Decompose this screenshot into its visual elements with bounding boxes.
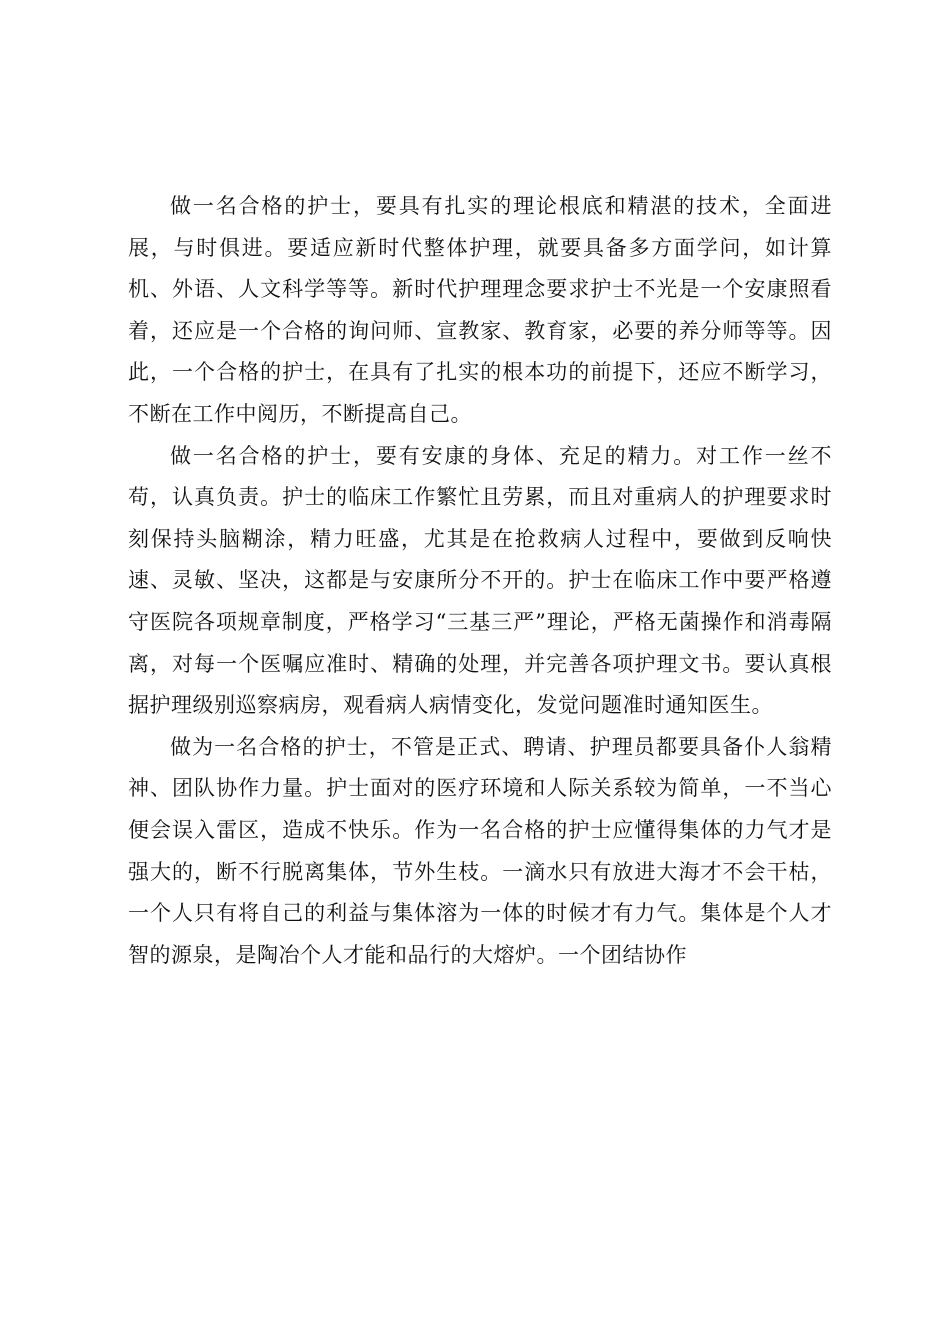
paragraph-2: 做一名合格的护士，要有安康的身体、充足的精力。对工作一丝不苟，认真负责。护士的临床工作繁忙且劳累，而且对重病人的护理要求时刻保持头脑糊涂，精力旺盛，尤其是在抢救病人过程中，要做到反响快速、灵敏、坚决，这都是与安康所分不开的。护士在临床工作中要严格遵守医院各项规章制度，严格学习“三基三严”理论，严格无菌操作和消毒隔离，对每一个医嘱应准时、精确的处理，并完善各项护理文书。要认真根据护理级别巡察病房，观看病人病情变化，发觉问题准时通知医生。 [128, 443, 832, 718]
paragraph-1: 做一名合格的护士，要具有扎实的理论根底和精湛的技术，全面进展，与时俱进。要适应新时代整体护理，就要具备多方面学问，如计算机、外语、人文科学等等。新时代护理理念要求护士不光是一个安康照看着，还应是一个合格的询问师、宣教家、教育家，必要的养分师等等。因此，一个合格的护士，在具有了扎实的根本功的前提下，还应不断学习，不断在工作中阅历，不断提高自己。 [128, 194, 832, 426]
paragraph-3: 做为一名合格的护士，不管是正式、聘请、护理员都要具备仆人翁精神、团队协作力量。护士面对的医疗环境和人际关系较为简单，一不当心便会误入雷区，造成不快乐。作为一名合格的护士应懂得集体的力气才是强大的，断不行脱离集体，节外生枝。一滴水只有放进大海才不会干枯，一个人只有将自己的利益与集体溶为一体的时候才有力气。集体是个人才智的源泉，是陶冶个人才能和品行的大熔炉。一个团结协作 [128, 734, 832, 967]
